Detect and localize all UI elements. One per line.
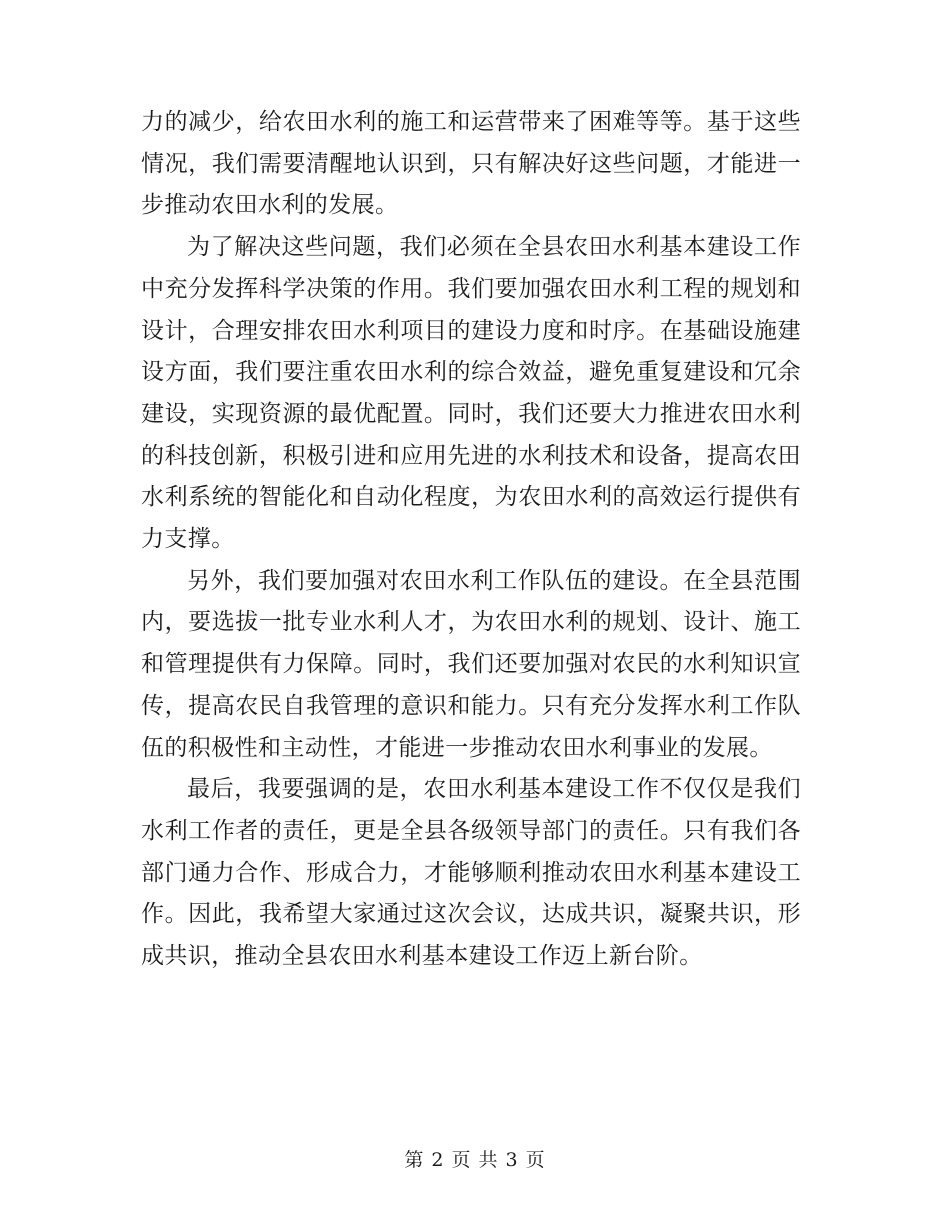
paragraph: 最后，我要强调的是，农田水利基本建设工作不仅仅是我们水利工作者的责任，更是全县各级领导部门的责任。只有我们各部门通力合作、形成合力，才能够顺利推动农田水利基本建设工作。因此，我希望大家通过这次会议，达成共识，凝聚共识，形成共识，推动全县农田水利基本建设工作迈上新台阶。 [141, 776, 801, 970]
page-footer [0, 1148, 950, 1172]
paragraph: 另外，我们要加强对农田水利工作队伍的建设。在全县范围内，要选拔一批专业水利人才，为农田水利的规划、设计、施工和管理提供有力保障。同时，我们还要加强对农民的水利知识宣传，提高农民自我管理的意识和能力。只有充分发挥水利工作队伍的积极性和主动性，才能进一步推动农田水利事业的发展。 [141, 567, 801, 761]
paragraph-continuation: 力的减少，给农田水利的施工和运营带来了困难等等。基于这些情况，我们需要清醒地认识到，只有解决好这些问题，才能进一步推动农田水利的发展。 [141, 109, 801, 219]
page-number-label: 第 2 页 共 3 页 [404, 1149, 546, 1171]
paragraph: 为了解决这些问题，我们必须在全县农田水利基本建设工作中充分发挥科学决策的作用。我们要加强农田水利工程的规划和设计，合理安排农田水利项目的建设力度和时序。在基础设施建设方面，我们要注重农田水利的综合效益，避免重复建设和冗余建设，实现资源的最优配置。同时，我们还要大力推进农田水利的科技创新，积极引进和应用先进的水利技术和设备，提高农田水利系统的智能化和自动化程度，为农田水利的高效运行提供有力支撑。 [141, 234, 801, 553]
document-body [141, 102, 801, 978]
